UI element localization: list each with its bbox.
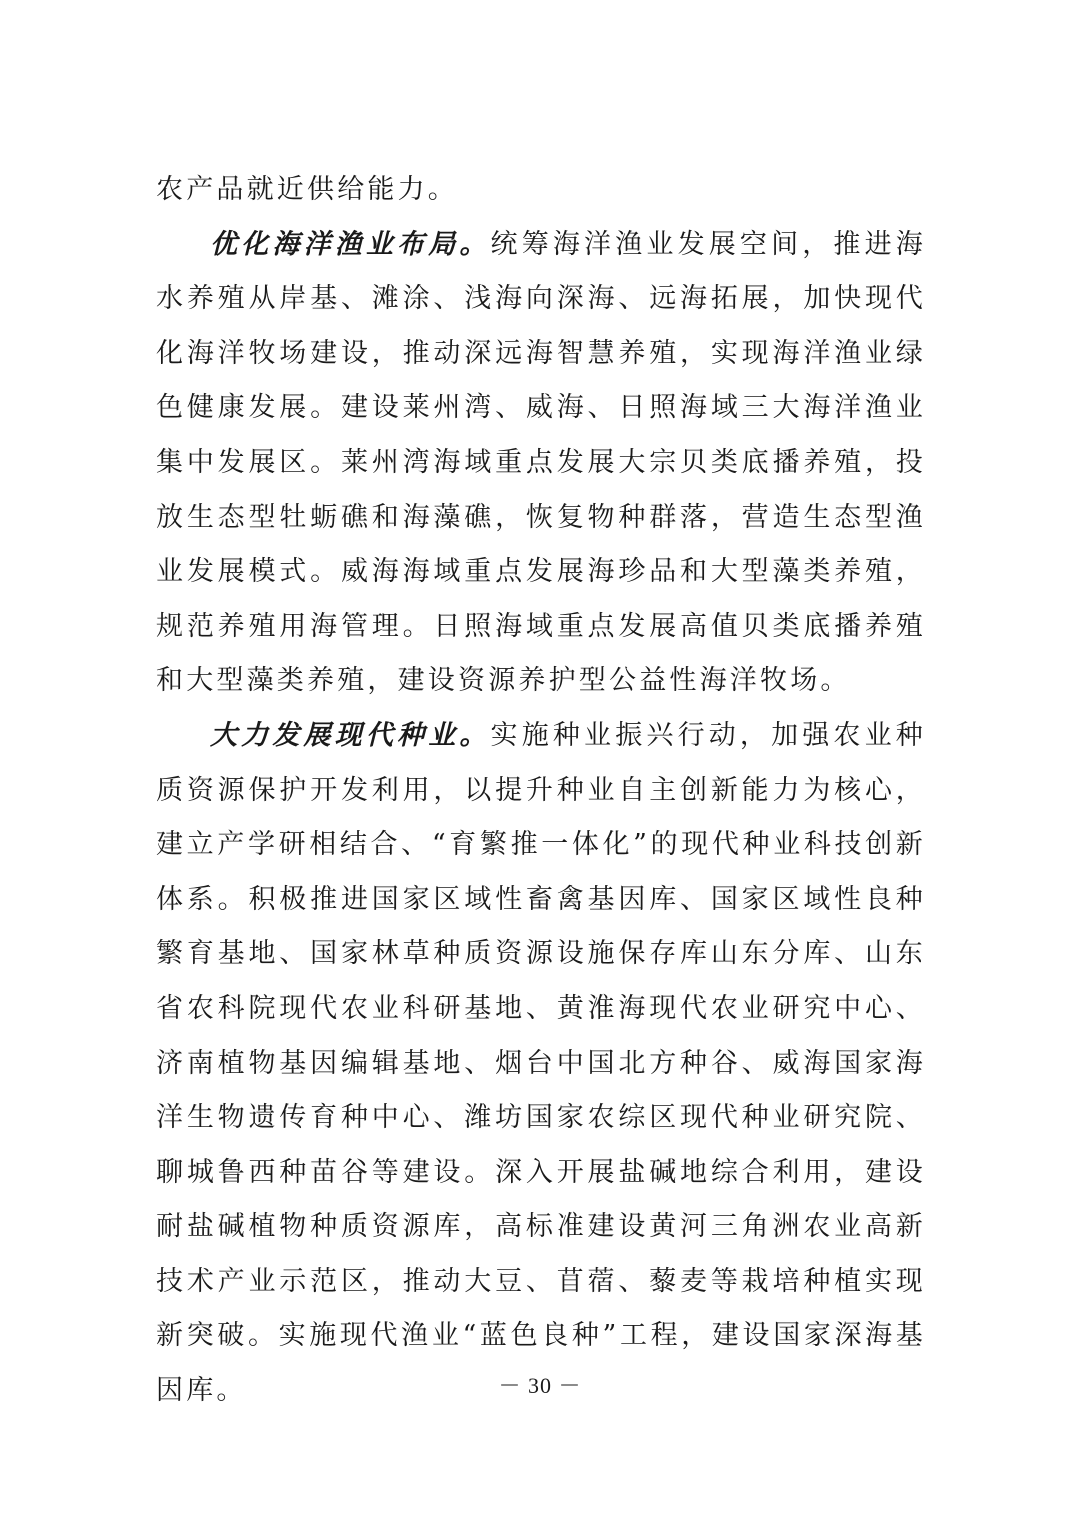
paragraph-lead: 大力发展现代种业。 bbox=[210, 719, 491, 751]
page-number: － 30 － bbox=[498, 1373, 582, 1398]
paragraph-marine-fishery bbox=[156, 218, 926, 709]
paragraph-text: 实施种业振兴行动，加强农业种质资源保护开发利用，以提升种业自主创新能力为核心，建立产学研相结合、“育繁推一体化”的现代种业科技创新体系。积极推进国家区域性畜禽基因库、国家区域性良种繁育基地、国家林草种质资源设施保存库山东分库、山东省农科院现代农业科研基地、黄淮海现代农业研究中心、济南植物基因编辑基地、烟台中国北方种谷、威海国家海洋生物遗传育种中心、潍坊国家农综区现代种业研究院、聊城鲁西种苗谷等建设。深入开展盐碱地综合利用，建设耐盐碱植物种质资源库，高标准建设黄河三角洲农业高新技术产业示范区，推动大豆、苜蓿、藜麦等栽培种植实现新突破。实施现代渔业“蓝色良种”工程，建设国家深海基因库。 bbox=[156, 719, 926, 1407]
paragraph-lead: 优化海洋渔业布局。 bbox=[210, 228, 491, 260]
paragraph-seed-industry bbox=[156, 709, 926, 1419]
paragraph-text: 统筹海洋渔业发展空间，推进海水养殖从岸基、滩涂、浅海向深海、远海拓展，加快现代化海洋牧场建设，推动深远海智慧养殖，实现海洋渔业绿色健康发展。建设莱州湾、威海、日照海域三大海洋渔业集中发展区。莱州湾海域重点发展大宗贝类底播养殖，投放生态型牡蛎礁和海藻礁，恢复物种群落，营造生态型渔业发展模式。威海海域重点发展海珍品和大型藻类养殖，规范养殖用海管理。日照海域重点发展高值贝类底播养殖和大型藻类养殖，建设资源养护型公益性海洋牧场。 bbox=[156, 228, 926, 697]
paragraph-text: 农产品就近供给能力。 bbox=[156, 174, 458, 205]
paragraph-intro bbox=[156, 163, 926, 218]
document-body bbox=[156, 163, 926, 1419]
